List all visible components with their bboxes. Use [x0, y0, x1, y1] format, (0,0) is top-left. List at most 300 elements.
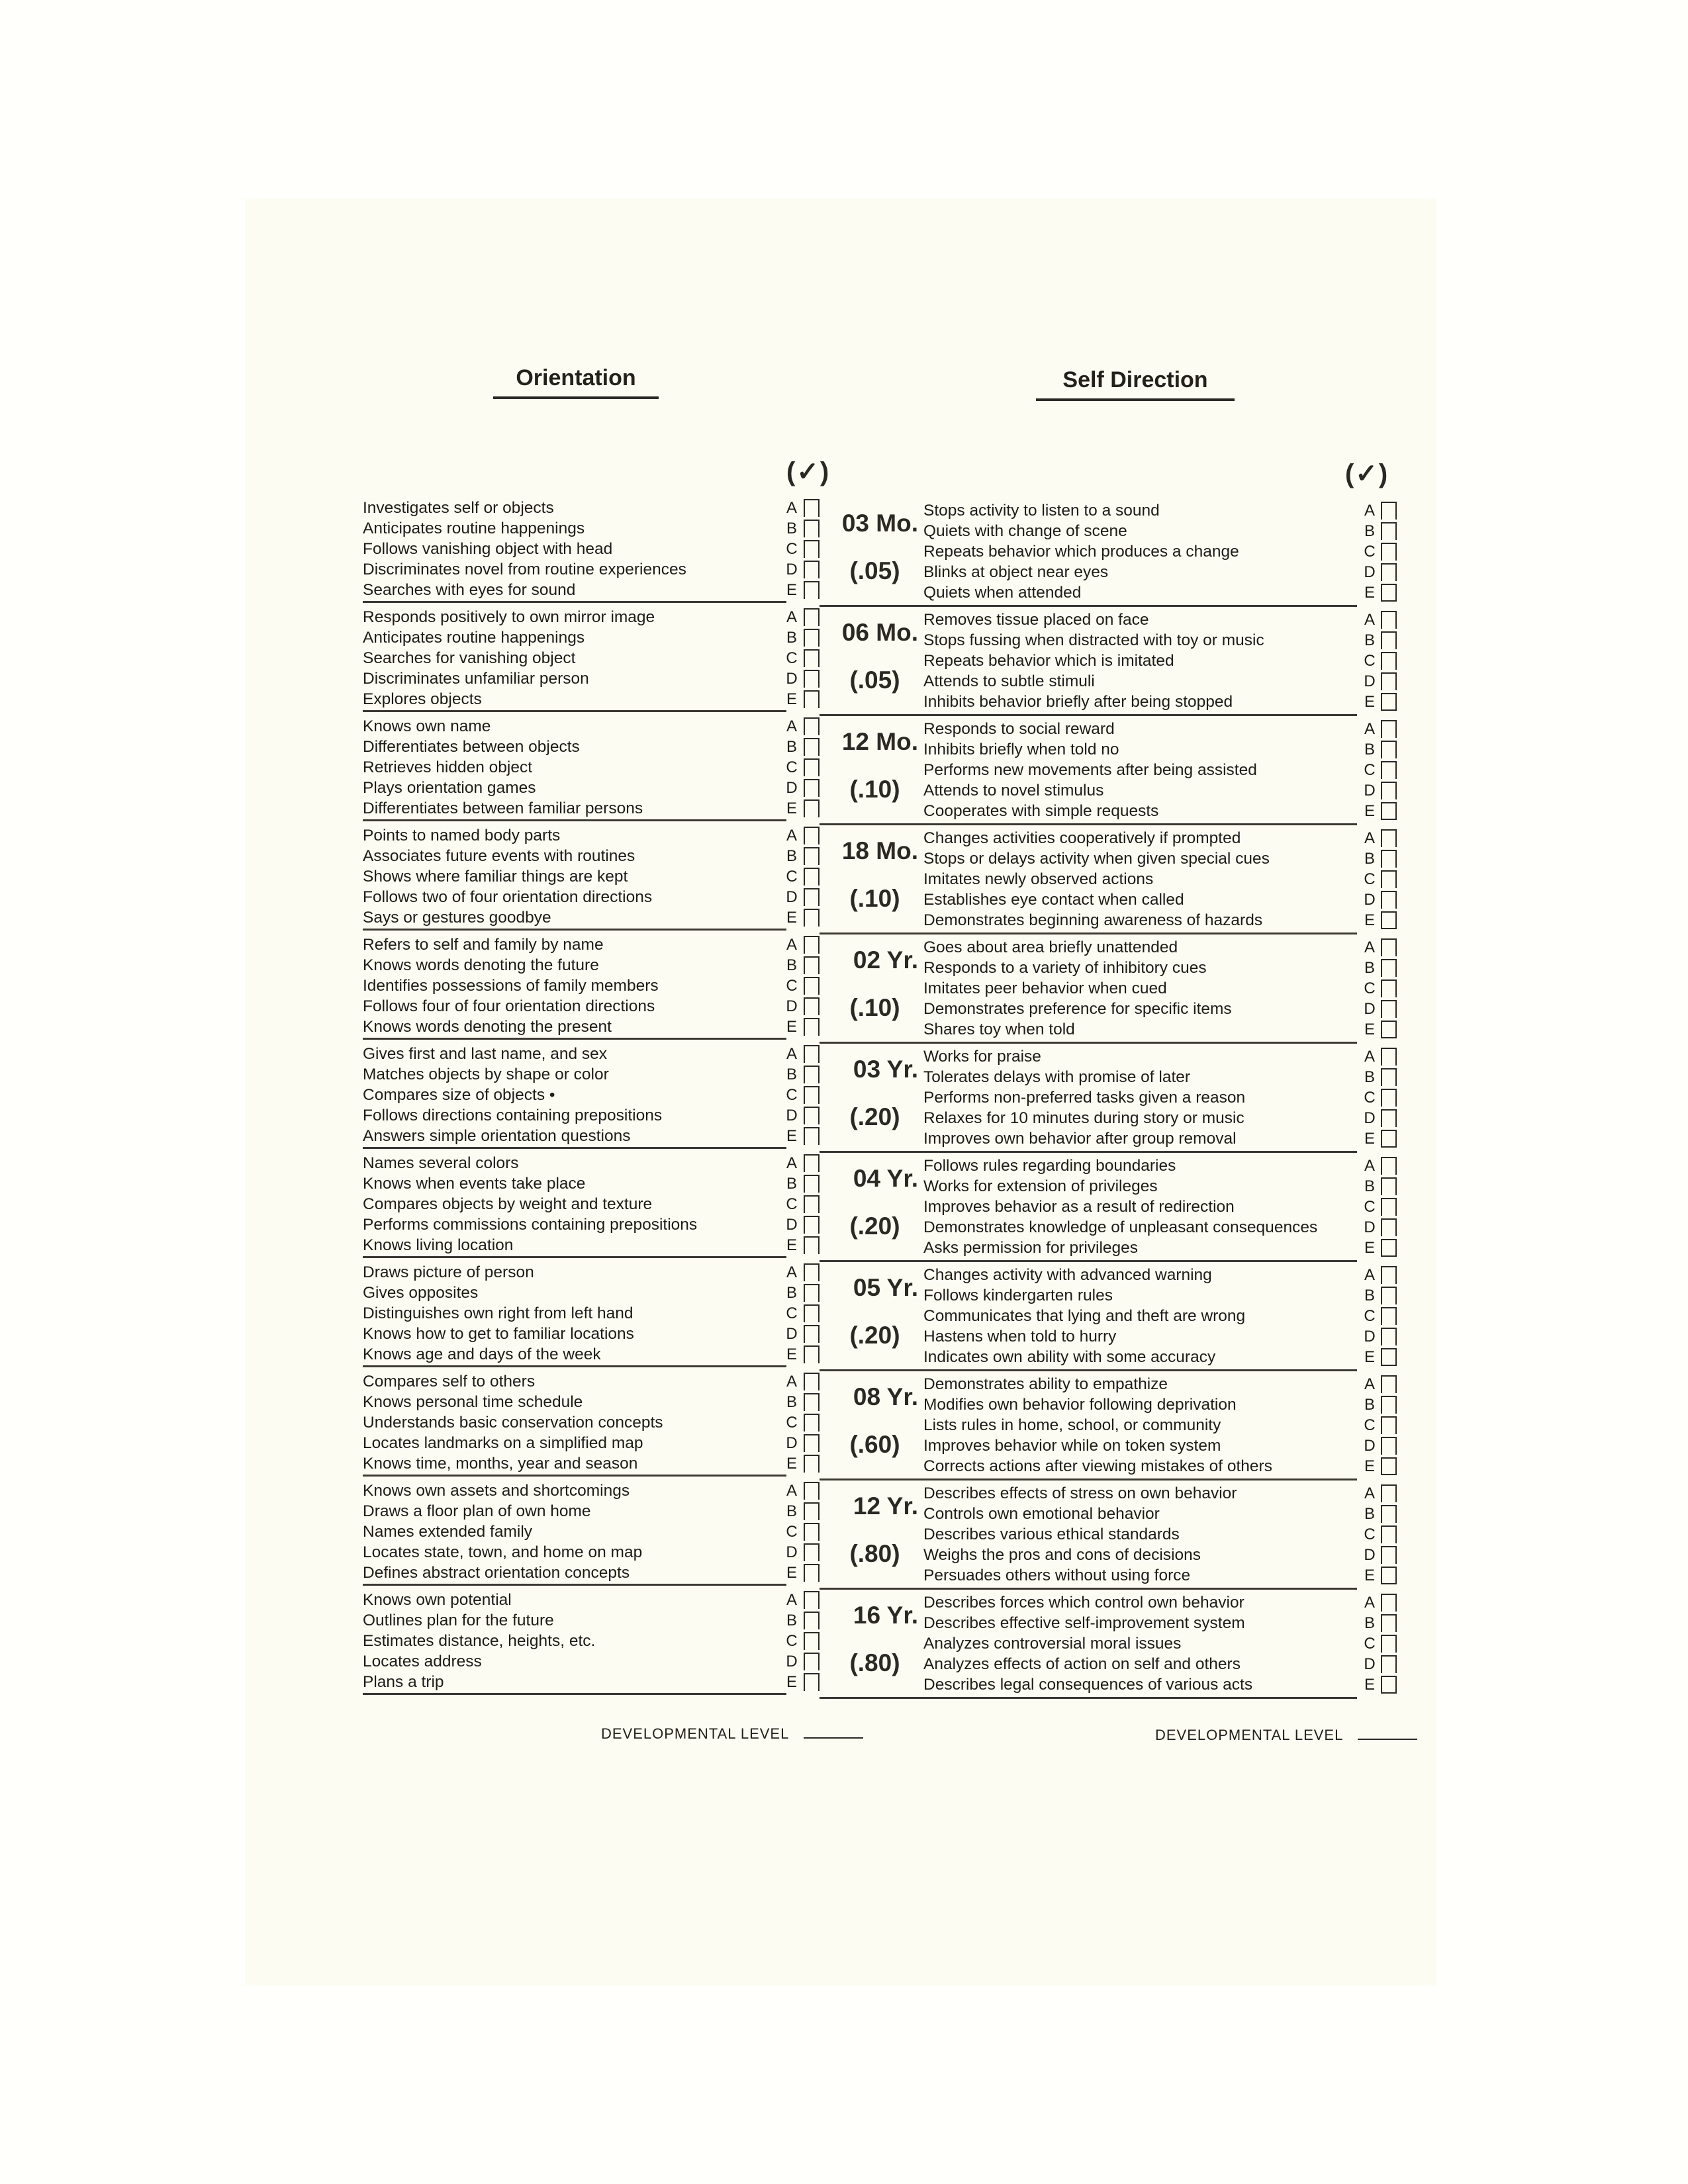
self-direction-item-label: Corrects actions after viewing mistakes of others: [923, 1457, 1272, 1475]
item-letter: D: [786, 1216, 798, 1234]
self-direction-checkbox[interactable]: [1381, 761, 1397, 779]
group-divider: [820, 1588, 1357, 1590]
self-direction-checkbox[interactable]: [1381, 693, 1397, 711]
self-direction-checkbox[interactable]: [1381, 1375, 1397, 1393]
orientation-item: [363, 1324, 820, 1344]
age-level-label: 03 Mo.: [841, 510, 918, 537]
orientation-checkbox[interactable]: [804, 1393, 820, 1411]
self-direction-item: [923, 739, 1397, 760]
orientation-item-label: Knows own name: [363, 717, 491, 735]
item-letter: E: [1364, 802, 1375, 820]
item-letter: A: [1364, 1594, 1375, 1612]
orientation-item: [363, 1501, 820, 1522]
orientation-item: [363, 1262, 820, 1283]
item-letter: E: [786, 1236, 797, 1254]
self-direction-item-label: Goes about area briefly unattended: [923, 938, 1178, 956]
self-direction-checkbox[interactable]: [1381, 1484, 1397, 1502]
orientation-checkbox[interactable]: [804, 1543, 820, 1561]
self-direction-checkbox[interactable]: [1381, 1546, 1397, 1564]
self-direction-item-label: Shares toy when told: [923, 1021, 1075, 1038]
item-letter: A: [786, 936, 797, 954]
item-letter: B: [786, 847, 797, 865]
self-direction-checkbox[interactable]: [1381, 1130, 1397, 1148]
self-direction-checkbox[interactable]: [1381, 1396, 1397, 1414]
group-divider: [820, 1369, 1357, 1371]
orientation-item-label: Searches with eyes for sound: [363, 581, 576, 599]
age-level-label: 08 Yr.: [853, 1383, 918, 1410]
orientation-item-label: Associates future events with routines: [363, 847, 635, 865]
orientation-checkbox[interactable]: [804, 1086, 820, 1104]
self-direction-checkbox[interactable]: [1381, 1416, 1397, 1434]
orientation-checkbox[interactable]: [804, 670, 820, 688]
item-letter: A: [786, 1373, 797, 1390]
orientation-checkbox[interactable]: [804, 1107, 820, 1124]
item-letter: A: [1364, 720, 1375, 738]
orientation-heading: [493, 365, 659, 399]
orientation-item: [363, 668, 820, 689]
self-direction-checkbox[interactable]: [1381, 672, 1397, 690]
item-letter: D: [1364, 782, 1376, 799]
self-direction-checkbox[interactable]: [1381, 563, 1397, 581]
item-letter: D: [786, 997, 798, 1015]
orientation-developmental-level: [601, 1725, 863, 1743]
self-direction-item: [923, 1456, 1397, 1477]
self-direction-checkbox[interactable]: [1381, 1177, 1397, 1195]
orientation-item-label: Points to named body parts: [363, 827, 561, 844]
item-letter: E: [1364, 1239, 1375, 1257]
orientation-checkbox[interactable]: [804, 956, 820, 974]
self-direction-item-label: Demonstrates preference for specific items: [923, 1000, 1232, 1018]
age-level-weight: (.20): [849, 1103, 900, 1130]
orientation-item-label: Locates address: [363, 1653, 482, 1670]
self-direction-checkbox[interactable]: [1381, 1287, 1397, 1304]
orientation-checkbox[interactable]: [804, 608, 820, 626]
item-letter: B: [1364, 1068, 1375, 1086]
self-direction-items: [923, 828, 1397, 931]
item-letter: C: [1364, 652, 1376, 670]
self-direction-checkbox[interactable]: [1381, 1437, 1397, 1455]
self-direction-checkbox[interactable]: [1381, 829, 1397, 847]
orientation-checkbox[interactable]: [804, 827, 820, 844]
group-divider: [363, 1256, 786, 1258]
self-direction-item: [923, 651, 1397, 671]
self-direction-checkbox[interactable]: [1381, 1457, 1397, 1475]
self-direction-item-label: Works for praise: [923, 1048, 1041, 1066]
item-letter: E: [1364, 1457, 1375, 1475]
self-direction-item: [923, 780, 1397, 801]
self-direction-heading: [1036, 367, 1235, 401]
orientation-item-label: Refers to self and family by name: [363, 936, 604, 954]
self-direction-checkbox[interactable]: [1381, 959, 1397, 977]
item-letter: B: [786, 629, 797, 647]
group-divider: [820, 1042, 1357, 1044]
self-direction-item: [923, 719, 1397, 739]
item-letter: A: [1364, 502, 1375, 520]
orientation-item: [363, 1214, 820, 1235]
item-letter: D: [786, 1434, 798, 1452]
item-letter: E: [786, 690, 797, 708]
orientation-checkbox[interactable]: [804, 629, 820, 647]
group-divider: [820, 605, 1357, 607]
orientation-checkbox[interactable]: [804, 581, 820, 599]
orientation-item-label: Plays orientation games: [363, 779, 536, 797]
orientation-checkbox[interactable]: [804, 1154, 820, 1172]
group-divider: [820, 1697, 1357, 1699]
self-direction-checkbox[interactable]: [1381, 1676, 1397, 1694]
item-letter: E: [1364, 1567, 1375, 1584]
self-direction-item-label: Repeats behavior which produces a change: [923, 543, 1239, 561]
orientation-item: [363, 1194, 820, 1214]
item-letter: C: [1364, 1198, 1376, 1216]
self-direction-items: [923, 1483, 1397, 1586]
self-direction-item-label: Quiets when attended: [923, 584, 1082, 602]
self-direction-item-label: Performs non-preferred tasks given a reason: [923, 1089, 1246, 1107]
item-letter: B: [1364, 1177, 1375, 1195]
self-direction-item: [923, 999, 1397, 1019]
self-direction-item: [923, 671, 1397, 692]
orientation-checkbox[interactable]: [804, 690, 820, 708]
orientation-item-label: Differentiates between objects: [363, 738, 580, 756]
self-direction-checkbox[interactable]: [1381, 1614, 1397, 1632]
orientation-item: [363, 1235, 820, 1255]
orientation-item-label: Compares size of objects •: [363, 1086, 555, 1104]
self-direction-checkbox[interactable]: [1381, 1505, 1397, 1523]
orientation-checkbox[interactable]: [804, 936, 820, 954]
self-direction-checkbox[interactable]: [1381, 850, 1397, 868]
item-letter: D: [786, 1107, 798, 1124]
item-letter: C: [786, 758, 798, 776]
item-letter: D: [1364, 1000, 1376, 1018]
orientation-item-label: Investigates self or objects: [363, 499, 554, 517]
item-letter: B: [1364, 1505, 1375, 1523]
orientation-title: Orientation: [516, 365, 636, 390]
orientation-item: [363, 825, 820, 846]
item-letter: A: [786, 499, 797, 517]
orientation-item-label: Discriminates novel from routine experiences: [363, 561, 686, 578]
self-direction-item-label: Indicates own ability with some accuracy: [923, 1348, 1216, 1366]
orientation-item-group: [363, 934, 820, 1044]
self-direction-item-label: Analyzes controversial moral issues: [923, 1635, 1182, 1653]
self-direction-developmental-level: [1155, 1727, 1417, 1744]
group-divider: [363, 710, 786, 712]
self-direction-checkbox[interactable]: [1381, 1109, 1397, 1127]
item-letter: E: [786, 1455, 797, 1473]
self-direction-item: [923, 1176, 1397, 1197]
item-letter: D: [786, 561, 798, 578]
item-letter: D: [1364, 1655, 1376, 1673]
self-direction-item: [923, 1394, 1397, 1415]
orientation-checkbox[interactable]: [804, 1018, 820, 1036]
orientation-item: [363, 737, 820, 757]
orientation-item-label: Knows words denoting the present: [363, 1018, 612, 1036]
orientation-item-label: Gives opposites: [363, 1284, 479, 1302]
orientation-checkbox[interactable]: [804, 1502, 820, 1520]
orientation-item: [363, 1283, 820, 1303]
orientation-checkbox[interactable]: [804, 1373, 820, 1390]
orientation-item-label: Responds positively to own mirror image: [363, 608, 655, 626]
item-letter: A: [1364, 1048, 1375, 1066]
item-letter: D: [1364, 1328, 1376, 1345]
group-divider: [820, 714, 1357, 716]
item-letter: B: [786, 1175, 797, 1193]
orientation-checkbox[interactable]: [804, 1653, 820, 1670]
self-direction-items: [923, 1592, 1397, 1695]
age-level-weight: (.05): [849, 557, 900, 584]
self-direction-item: [923, 889, 1397, 910]
self-direction-item-label: Describes legal consequences of various acts: [923, 1676, 1253, 1694]
self-direction-items: [923, 719, 1397, 821]
self-direction-checkbox[interactable]: [1381, 584, 1397, 602]
self-direction-checkbox[interactable]: [1381, 652, 1397, 670]
item-letter: A: [786, 1154, 797, 1172]
orientation-checkbox[interactable]: [804, 1325, 820, 1343]
self-direction-checkbox[interactable]: [1381, 870, 1397, 888]
orientation-checkbox[interactable]: [804, 1345, 820, 1363]
self-direction-item-label: Responds to a variety of inhibitory cues: [923, 959, 1207, 977]
orientation-checkbox[interactable]: [804, 1591, 820, 1609]
self-direction-item: [923, 1592, 1397, 1613]
self-direction-checkbox[interactable]: [1381, 1021, 1397, 1038]
orientation-item: [363, 1392, 820, 1412]
orientation-item: [363, 955, 820, 976]
orientation-checkbox[interactable]: [804, 1066, 820, 1083]
age-level-label: 02 Yr.: [853, 946, 918, 974]
self-direction-item: [923, 828, 1397, 848]
orientation-checkbox[interactable]: [804, 1564, 820, 1582]
self-direction-checkbox[interactable]: [1381, 911, 1397, 929]
orientation-item-label: Identifies possessions of family members: [363, 977, 659, 995]
orientation-checkbox[interactable]: [804, 1455, 820, 1473]
orientation-checkbox[interactable]: [804, 977, 820, 995]
orientation-item: [363, 1631, 820, 1651]
orientation-item: [363, 1672, 820, 1692]
self-direction-checkbox[interactable]: [1381, 741, 1397, 758]
orientation-checkbox[interactable]: [804, 1195, 820, 1213]
orientation-checkbox[interactable]: [804, 1434, 820, 1452]
item-letter: E: [786, 1127, 797, 1145]
self-direction-item: [923, 1046, 1397, 1067]
self-direction-checkbox[interactable]: [1381, 1218, 1397, 1236]
item-letter: D: [1364, 1109, 1376, 1127]
orientation-checkbox[interactable]: [804, 1263, 820, 1281]
item-letter: C: [1364, 870, 1376, 888]
self-direction-checkbox[interactable]: [1381, 1348, 1397, 1366]
orientation-checkbox[interactable]: [804, 1414, 820, 1432]
orientation-item-label: Outlines plan for the future: [363, 1612, 554, 1629]
self-direction-item: [923, 1156, 1397, 1176]
self-direction-checkbox[interactable]: [1381, 1089, 1397, 1107]
self-direction-checkbox[interactable]: [1381, 611, 1397, 629]
item-letter: A: [786, 827, 797, 844]
self-direction-item-group: [821, 1374, 1397, 1483]
self-direction-item-label: Stops or delays activity when given special cues: [923, 850, 1270, 868]
orientation-item: [363, 607, 820, 627]
orientation-item-label: Knows own assets and shortcomings: [363, 1482, 630, 1500]
self-direction-checkbox[interactable]: [1381, 1307, 1397, 1325]
orientation-item: [363, 498, 820, 518]
self-direction-checkbox[interactable]: [1381, 502, 1397, 520]
orientation-checkbox[interactable]: [804, 1482, 820, 1500]
orientation-checkbox[interactable]: [804, 1175, 820, 1193]
orientation-item: [363, 1344, 820, 1365]
self-direction-item-group: [821, 937, 1397, 1046]
age-level-weight: (.20): [849, 1212, 900, 1240]
self-direction-item-label: Asks permission for privileges: [923, 1239, 1139, 1257]
self-direction-checkbox[interactable]: [1381, 1239, 1397, 1257]
item-letter: D: [786, 1543, 798, 1561]
orientation-checkbox[interactable]: [804, 540, 820, 558]
self-direction-item-label: Responds to social reward: [923, 720, 1115, 738]
orientation-item-group: [363, 607, 820, 716]
orientation-checkbox[interactable]: [804, 779, 820, 797]
group-divider: [820, 1260, 1357, 1262]
orientation-checkbox[interactable]: [804, 909, 820, 927]
self-direction-checkbox[interactable]: [1381, 1068, 1397, 1086]
orientation-item: [363, 716, 820, 737]
self-direction-item-label: Modifies own behavior following deprivation: [923, 1396, 1237, 1414]
orientation-developmental-level-label: DEVELOPMENTAL LEVEL: [601, 1725, 790, 1742]
orientation-checkbox[interactable]: [804, 649, 820, 667]
orientation-checkbox[interactable]: [804, 868, 820, 886]
self-direction-checkbox[interactable]: [1381, 1198, 1397, 1216]
group-divider: [363, 819, 786, 821]
self-direction-check-header: (✓): [1345, 459, 1389, 488]
self-direction-item-group: [821, 828, 1397, 937]
self-direction-item: [923, 692, 1397, 712]
self-direction-checkbox[interactable]: [1381, 1525, 1397, 1543]
self-direction-checkbox[interactable]: [1381, 1048, 1397, 1066]
self-direction-checkbox[interactable]: [1381, 1328, 1397, 1345]
orientation-checkbox[interactable]: [804, 520, 820, 537]
self-direction-item-label: Repeats behavior which is imitated: [923, 652, 1174, 670]
orientation-item-group: [363, 1480, 820, 1590]
item-letter: A: [786, 1045, 797, 1063]
self-direction-checkbox[interactable]: [1381, 938, 1397, 956]
orientation-checkbox[interactable]: [804, 1673, 820, 1691]
self-direction-item-label: Cooperates with simple requests: [923, 802, 1159, 820]
orientation-item-label: Says or gestures goodbye: [363, 909, 551, 927]
self-direction-checkbox[interactable]: [1381, 1567, 1397, 1584]
item-letter: C: [1364, 1089, 1376, 1107]
self-direction-item-label: Follows kindergarten rules: [923, 1287, 1113, 1304]
self-direction-checkbox[interactable]: [1381, 1157, 1397, 1175]
item-letter: E: [1364, 693, 1375, 711]
orientation-item-label: Matches objects by shape or color: [363, 1066, 609, 1083]
self-direction-item-label: Establishes eye contact when called: [923, 891, 1184, 909]
orientation-checkbox[interactable]: [804, 499, 820, 517]
orientation-checkbox[interactable]: [804, 1632, 820, 1650]
item-letter: A: [1364, 1157, 1375, 1175]
orientation-checkbox[interactable]: [804, 738, 820, 756]
self-direction-item: [923, 610, 1397, 630]
self-direction-item: [923, 1197, 1397, 1217]
self-direction-item: [923, 1504, 1397, 1524]
orientation-item-label: Understands basic conservation concepts: [363, 1414, 663, 1432]
self-direction-checkbox[interactable]: [1381, 1655, 1397, 1673]
orientation-item-label: Knows age and days of the week: [363, 1345, 601, 1363]
orientation-checkbox[interactable]: [804, 1284, 820, 1302]
orientation-item-label: Estimates distance, heights, etc.: [363, 1632, 596, 1650]
self-direction-checkbox[interactable]: [1381, 720, 1397, 738]
orientation-checkbox[interactable]: [804, 1127, 820, 1145]
self-direction-item: [923, 562, 1397, 582]
age-level-label: 04 Yr.: [853, 1165, 918, 1192]
self-direction-item-label: Improves behavior while on token system: [923, 1437, 1221, 1455]
self-direction-checkbox[interactable]: [1381, 802, 1397, 820]
orientation-checkbox[interactable]: [804, 1304, 820, 1322]
item-letter: B: [786, 520, 797, 537]
self-direction-checkbox[interactable]: [1381, 979, 1397, 997]
self-direction-checkbox[interactable]: [1381, 1594, 1397, 1612]
self-direction-checkbox[interactable]: [1381, 631, 1397, 649]
item-letter: B: [1364, 850, 1375, 868]
orientation-checkbox[interactable]: [804, 717, 820, 735]
item-letter: C: [786, 1632, 798, 1650]
self-direction-item: [923, 1238, 1397, 1258]
orientation-checkbox[interactable]: [804, 1216, 820, 1234]
self-direction-checkbox[interactable]: [1381, 891, 1397, 909]
item-letter: E: [786, 909, 797, 927]
orientation-item: [363, 778, 820, 798]
orientation-checkbox[interactable]: [804, 561, 820, 578]
self-direction-checkbox[interactable]: [1381, 522, 1397, 540]
item-letter: E: [1364, 911, 1375, 929]
group-divider: [363, 1147, 786, 1149]
self-direction-item-group: [821, 500, 1397, 610]
orientation-checkbox[interactable]: [804, 758, 820, 776]
orientation-item: [363, 648, 820, 668]
self-direction-title: Self Direction: [1062, 367, 1208, 392]
self-direction-item: [923, 1108, 1397, 1128]
orientation-checkbox[interactable]: [804, 1045, 820, 1063]
self-direction-checkbox[interactable]: [1381, 1266, 1397, 1284]
self-direction-items: [923, 1374, 1397, 1477]
item-letter: B: [786, 956, 797, 974]
self-direction-checkbox[interactable]: [1381, 1000, 1397, 1018]
group-divider: [820, 823, 1357, 825]
item-letter: A: [786, 1263, 797, 1281]
group-divider: [363, 1693, 786, 1695]
orientation-item-label: Draws picture of person: [363, 1263, 534, 1281]
orientation-checkbox[interactable]: [804, 888, 820, 906]
orientation-checkbox[interactable]: [804, 1523, 820, 1541]
self-direction-item: [923, 801, 1397, 821]
item-letter: A: [786, 1591, 797, 1609]
self-direction-checkbox[interactable]: [1381, 1635, 1397, 1653]
orientation-item: [363, 887, 820, 907]
item-letter: C: [1364, 1416, 1376, 1434]
item-letter: E: [1364, 1130, 1375, 1148]
orientation-checkbox[interactable]: [804, 799, 820, 817]
self-direction-developmental-level-field[interactable]: [1358, 1739, 1417, 1740]
orientation-checkbox[interactable]: [804, 1612, 820, 1629]
orientation-developmental-level-field[interactable]: [804, 1737, 863, 1739]
age-level-weight: (.10): [849, 994, 900, 1021]
orientation-item-group: [363, 825, 820, 934]
orientation-checkbox[interactable]: [804, 997, 820, 1015]
self-direction-checkbox[interactable]: [1381, 782, 1397, 799]
self-direction-checkbox[interactable]: [1381, 543, 1397, 561]
orientation-checkbox[interactable]: [804, 1236, 820, 1254]
self-direction-item-label: Stops activity to listen to a sound: [923, 502, 1160, 520]
self-direction-item: [923, 1265, 1397, 1285]
item-letter: A: [1364, 1375, 1375, 1393]
orientation-item: [363, 1371, 820, 1392]
self-direction-item: [923, 1435, 1397, 1456]
orientation-item-label: Knows living location: [363, 1236, 514, 1254]
orientation-checkbox[interactable]: [804, 847, 820, 865]
self-direction-item-label: Controls own emotional behavior: [923, 1505, 1160, 1523]
